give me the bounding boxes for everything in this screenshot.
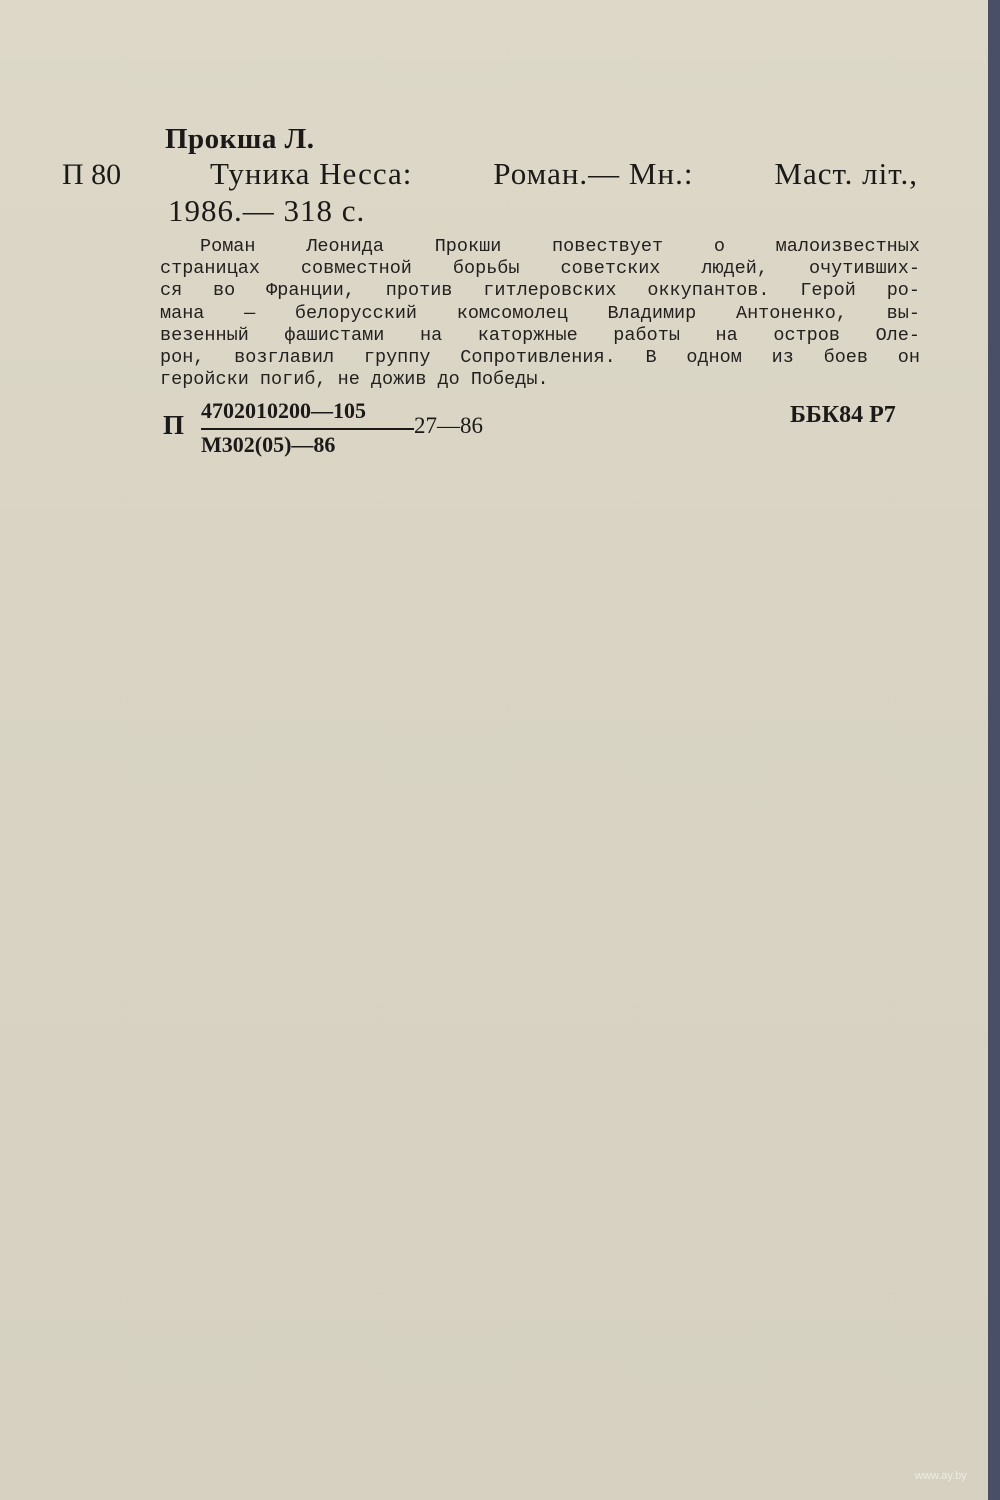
classification-denominator: М302(05)—86 bbox=[201, 432, 336, 457]
annotation-line: мана — белорусский комсомолец Владимир Антоненко, вы- bbox=[160, 302, 920, 324]
annotation-line: рон, возглавил группу Сопротивления. В одном из боев он bbox=[160, 347, 920, 369]
title-part: Туника Несса: bbox=[210, 156, 413, 191]
fraction-divider bbox=[201, 428, 414, 430]
title-line bbox=[210, 156, 918, 192]
annotation-line: ся во Франции, против гитлеровских оккупантов. Герой ро- bbox=[160, 280, 920, 302]
annotation-line: везенный фашистами на каторжные работы на остров Оле- bbox=[160, 324, 920, 346]
index-code: П 80 bbox=[62, 158, 122, 191]
classification-numerator: 4702010200—105 bbox=[201, 398, 366, 423]
annotation-line: Роман Леонида Прокши повествует о малоизвестных bbox=[200, 236, 920, 257]
annotation-text bbox=[160, 236, 920, 391]
classification-suffix: 27—86 bbox=[414, 413, 483, 438]
title-part: Маст. літ., bbox=[774, 156, 918, 191]
author-name: Прокша Л. bbox=[165, 123, 315, 155]
annotation-line: геройски погиб, не дожив до Победы. bbox=[160, 369, 549, 391]
publication-year-pages: 1986.— 318 с. bbox=[168, 193, 366, 228]
classification-letter: П bbox=[163, 410, 185, 440]
title-part: Роман.— Мн.: bbox=[493, 156, 694, 191]
bbk-code: ББК84 Р7 bbox=[790, 402, 896, 428]
annotation-line: страницах совместной борьбы советских людей, очутивших- bbox=[160, 258, 920, 280]
site-watermark: www.ay.by bbox=[915, 1470, 967, 1482]
